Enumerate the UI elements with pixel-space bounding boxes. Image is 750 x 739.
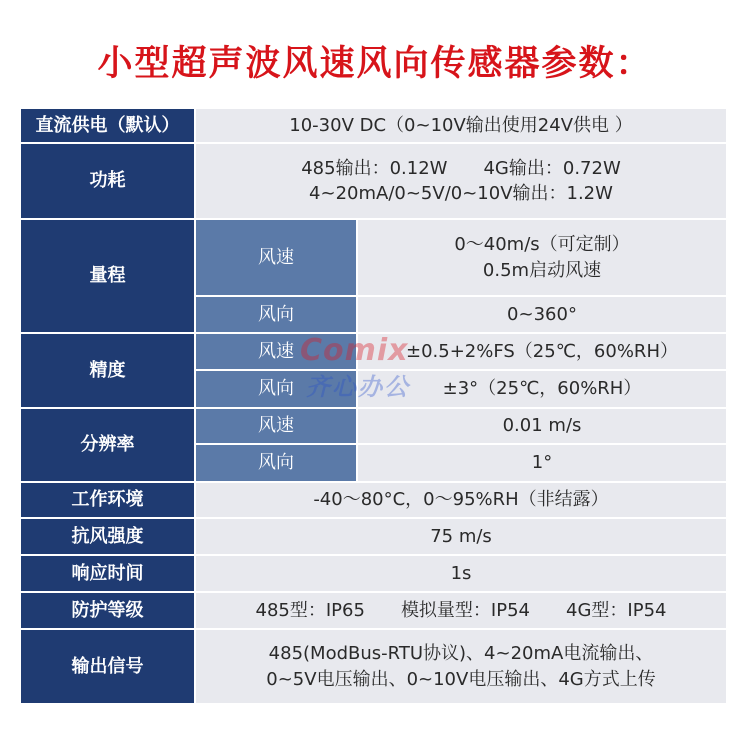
value-485-consumption: 485输出：0.12W bbox=[301, 157, 448, 179]
table-row bbox=[21, 144, 728, 220]
value-output-line1: 485(ModBus-RTU协议)、4~20mA电流输出、 bbox=[268, 643, 654, 665]
value-power-consumption bbox=[196, 144, 728, 220]
table-row bbox=[21, 220, 728, 297]
sub-label-accuracy-speed: 风速 bbox=[196, 334, 358, 371]
value-range-speed-line1: 0～40m/s（可定制） bbox=[454, 234, 630, 256]
row-label-protection: 防护等级 bbox=[21, 593, 196, 630]
value-output-line2: 0~5V电压输出、0~10V电压输出、4G方式上传 bbox=[266, 668, 656, 690]
row-label-wind-resistance: 抗风强度 bbox=[21, 519, 196, 556]
sub-label-accuracy-direction: 风向 bbox=[196, 371, 358, 409]
value-response-time: 1s bbox=[196, 556, 728, 593]
value-wind-resistance: 75 m/s bbox=[196, 519, 728, 556]
value-4g-consumption: 4G输出：0.72W bbox=[483, 157, 621, 179]
row-label-resolution: 分辨率 bbox=[21, 409, 196, 483]
table-row bbox=[21, 556, 728, 593]
value-protection bbox=[196, 593, 728, 630]
sub-label-range-direction: 风向 bbox=[196, 297, 358, 334]
spec-table bbox=[21, 109, 728, 705]
value-protection-4g: 4G型：IP54 bbox=[566, 599, 667, 621]
sub-label-resolution-speed: 风速 bbox=[196, 409, 358, 445]
value-range-speed-line2: 0.5m启动风速 bbox=[482, 259, 602, 281]
row-label-range: 量程 bbox=[21, 220, 196, 334]
page-title: 小型超声波风速风向传感器参数： bbox=[97, 44, 653, 84]
table-row bbox=[21, 483, 728, 519]
value-range-direction: 0~360° bbox=[358, 297, 728, 334]
table-row bbox=[21, 630, 728, 705]
sub-label-resolution-direction: 风向 bbox=[196, 445, 358, 483]
value-analog-consumption: 4~20mA/0~5V/0~10V输出：1.2W bbox=[309, 183, 613, 204]
row-label-power-consumption: 功耗 bbox=[21, 144, 196, 220]
value-power-supply: 10-30V DC（0~10V输出使用24V供电 ） bbox=[196, 109, 728, 144]
value-resolution-direction: 1° bbox=[358, 445, 728, 483]
value-protection-analog: 模拟量型：IP54 bbox=[400, 599, 531, 621]
table-row bbox=[21, 334, 728, 371]
watermark-brand-text: Comix bbox=[300, 333, 409, 368]
value-resolution-speed: 0.01 m/s bbox=[358, 409, 728, 445]
value-accuracy-speed: ±0.5+2%FS（25℃，60%RH） bbox=[358, 334, 728, 371]
value-environment: -40～80°C，0～95%RH（非结露） bbox=[196, 483, 728, 519]
watermark-brand-cn-text: 齐心办公 bbox=[306, 373, 410, 401]
value-range-speed bbox=[358, 220, 728, 297]
row-label-power-supply: 直流供电（默认） bbox=[21, 109, 196, 144]
value-output bbox=[196, 630, 728, 705]
row-label-environment: 工作环境 bbox=[21, 483, 196, 519]
table-row bbox=[21, 109, 728, 144]
value-protection-485: 485型：IP65 bbox=[255, 599, 365, 621]
row-label-output: 输出信号 bbox=[21, 630, 196, 705]
table-row bbox=[21, 519, 728, 556]
table-row bbox=[21, 409, 728, 445]
sub-label-range-speed: 风速 bbox=[196, 220, 358, 297]
value-accuracy-direction: ±3°（25℃，60%RH） bbox=[358, 371, 728, 409]
row-label-accuracy: 精度 bbox=[21, 334, 196, 409]
table-row bbox=[21, 593, 728, 630]
row-label-response-time: 响应时间 bbox=[21, 556, 196, 593]
